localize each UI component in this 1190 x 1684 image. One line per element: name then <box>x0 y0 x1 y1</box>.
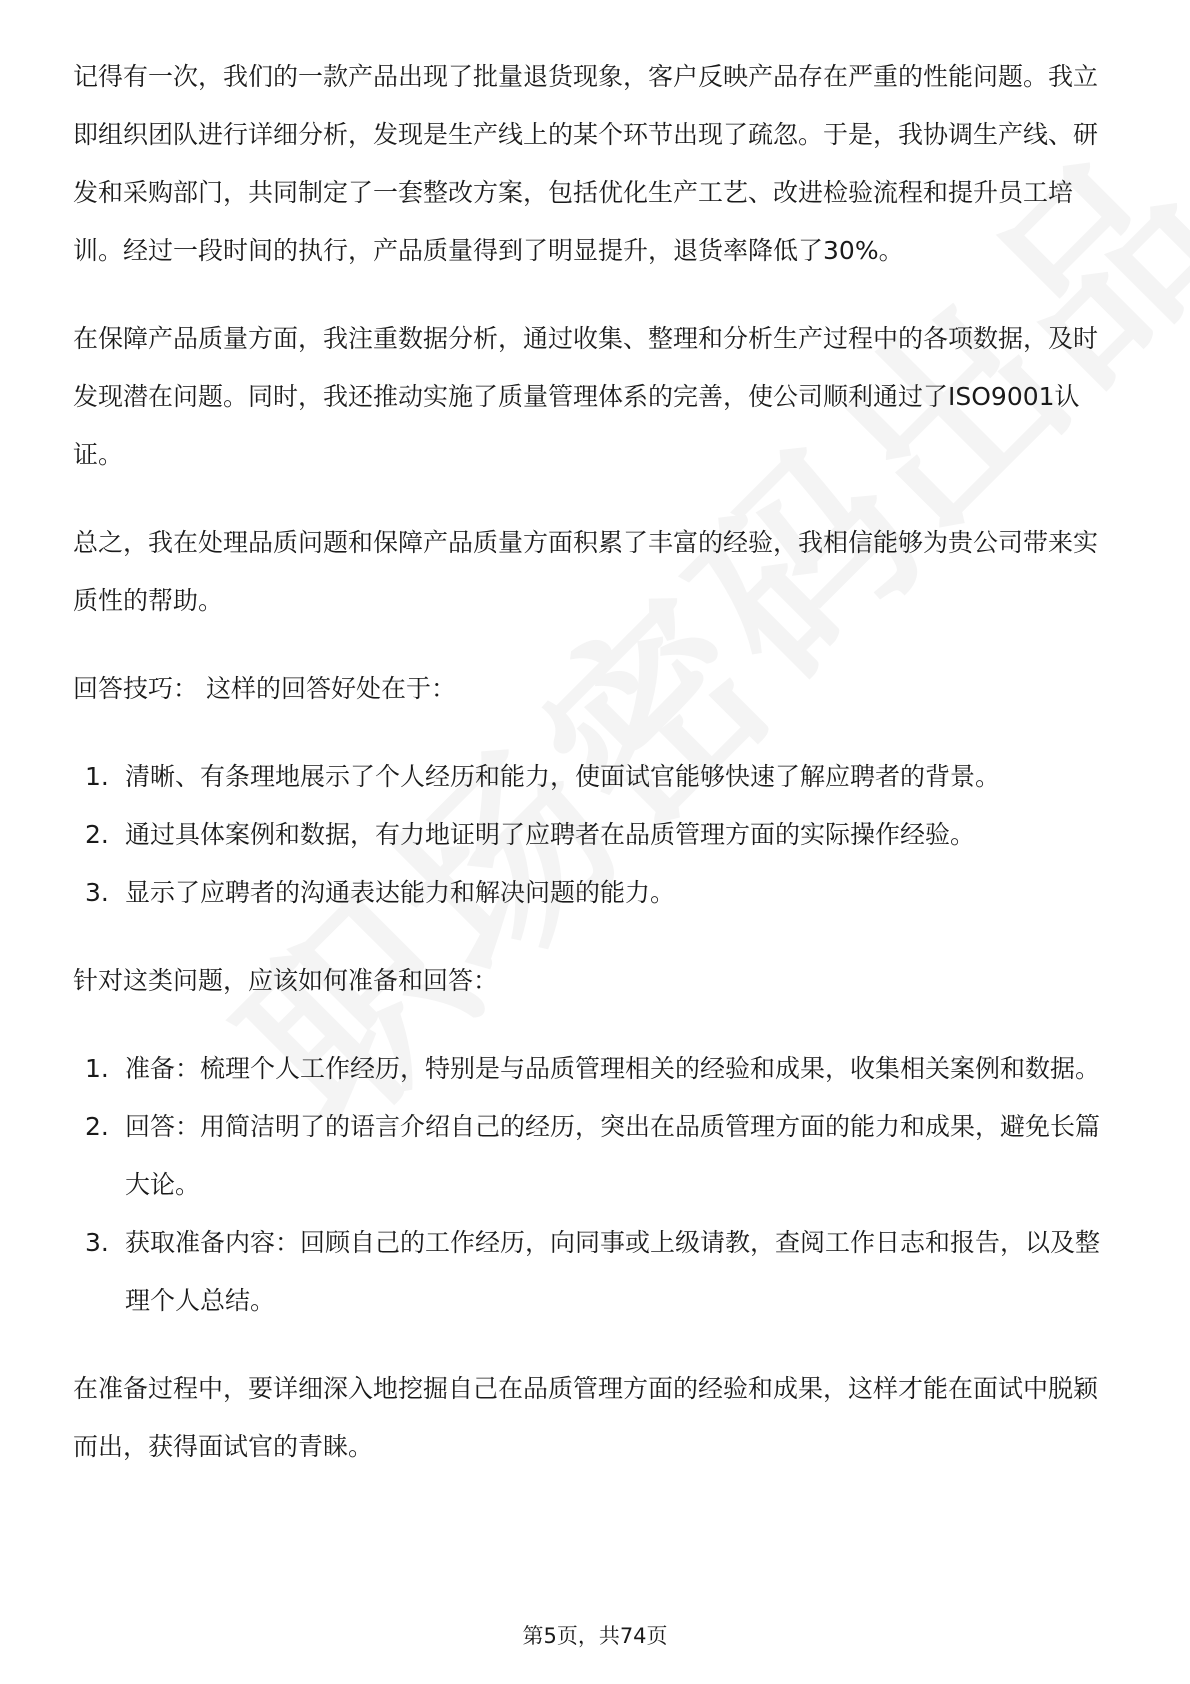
list-number: 2. <box>85 820 109 849</box>
page-number: 第5页，共74页 <box>522 1624 668 1648</box>
list-number: 3. <box>85 1228 109 1257</box>
list-item <box>73 1040 1118 1098</box>
list-item-text: 通过具体案例和数据，有力地证明了应聘者在品质管理方面的实际操作经验。 <box>125 820 976 849</box>
paragraph-example: 记得有一次，我们的一款产品出现了批量退货现象，客户反映产品存在严重的性能问题。我立即组织团队进行详细分析，发现是生产线上的某个环节出现了疏忽。于是，我协调生产线、研发和采购部门，共同制定了一套整改方案，包括优化生产工艺、改进检验流程和提升员工培训。经过一段时间的执行，产品质量得到了明显提升，退货率降低了30%。 <box>73 62 1099 265</box>
paragraph-closing: 在准备过程中，要详细深入地挖掘自己在品质管理方面的经验和成果，这样才能在面试中脱颖而出，获得面试官的青睐。 <box>73 1374 1099 1461</box>
list-item <box>73 806 1118 864</box>
list-item <box>73 1214 1118 1330</box>
document-body <box>73 48 1118 1476</box>
list-item-text: 清晰、有条理地展示了个人经历和能力，使面试官能够快速了解应聘者的背景。 <box>125 762 1001 791</box>
prep-list <box>73 1040 1118 1330</box>
list-number: 3. <box>85 878 109 907</box>
paragraph-summary: 总之，我在处理品质问题和保障产品质量方面积累了丰富的经验，我相信能够为贵公司带来实质性的帮助。 <box>73 528 1099 615</box>
list-item <box>73 1098 1118 1214</box>
list-number: 1. <box>85 762 109 791</box>
list-item-text: 回答：用简洁明了的语言介绍自己的经历，突出在品质管理方面的能力和成果，避免长篇大论。 <box>125 1112 1101 1199</box>
list-item-text: 准备：梳理个人工作经历，特别是与品质管理相关的经验和成果，收集相关案例和数据。 <box>125 1054 1101 1083</box>
tips-heading: 回答技巧： 这样的回答好处在于： <box>73 674 456 703</box>
list-item-text: 显示了应聘者的沟通表达能力和解决问题的能力。 <box>125 878 676 907</box>
list-item <box>73 864 1118 922</box>
list-item-text: 获取准备内容：回顾自己的工作经历，向同事或上级请教，查阅工作日志和报告，以及整理个人总结。 <box>125 1228 1101 1315</box>
list-item <box>73 748 1118 806</box>
prep-heading: 针对这类问题，应该如何准备和回答： <box>73 966 499 995</box>
paragraph-quality-assurance: 在保障产品质量方面，我注重数据分析，通过收集、整理和分析生产过程中的各项数据，及时发现潜在问题。同时，我还推动实施了质量管理体系的完善，使公司顺利通过了ISO9001认证。 <box>73 324 1099 469</box>
list-number: 1. <box>85 1054 109 1083</box>
list-number: 2. <box>85 1112 109 1141</box>
tips-list <box>73 748 1118 922</box>
